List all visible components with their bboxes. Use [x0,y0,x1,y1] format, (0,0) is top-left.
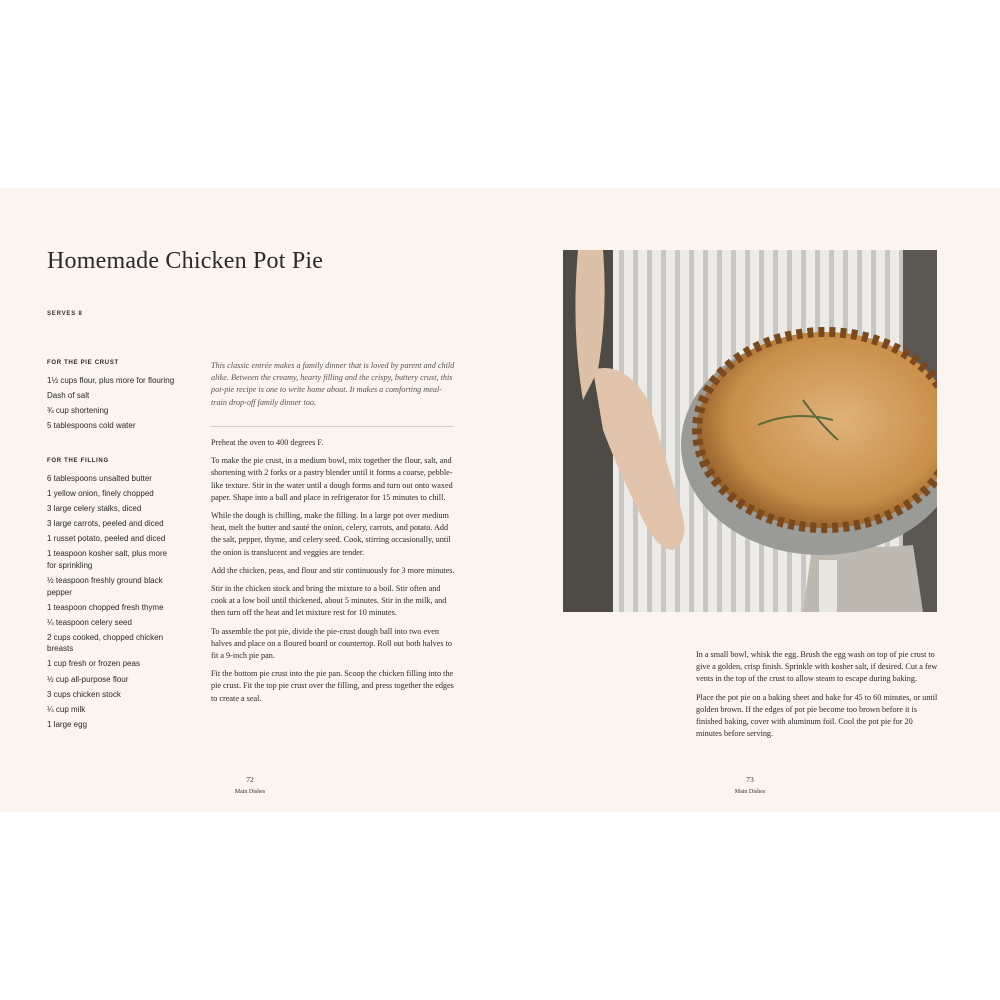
method-step: In a small bowl, whisk the egg. Brush the egg wash on top of pie crust to give a golden, crisp finish. Sprinkle with kosher salt, if desired. Cut a few vents in the top of the crust to allow steam to escape during baking. [696,650,938,684]
section-name: Main Dishes [234,789,266,795]
page-number: 72 [246,775,254,784]
filling-heading: FOR THE FILLING [47,458,109,464]
list-item: 1 large egg [47,719,88,729]
list-item: 1 teaspoon chopped fresh thyme [47,602,164,612]
list-item: 1½ cups flour, plus more for flouring [47,376,175,385]
footer-right [710,775,790,795]
method-right [696,649,938,746]
ingredients-crust [47,360,177,435]
serves-label: SERVES 8 [47,311,83,317]
method-left [211,437,456,711]
list-item: 1 yellow onion, finely chopped [47,489,154,499]
method-step: To assemble the pot pie, divide the pie-crust dough ball into two even halves and place on a floured board or countertop. Roll out both halves to fit a 9-inch pie pan. [211,626,453,661]
pot-pie-photo [563,250,937,612]
list-item: 1 cup fresh or frozen peas [47,659,140,669]
list-item: ½ cup all-purpose flour [47,674,129,684]
method-step: Preheat the oven to 400 degrees F. [211,438,324,447]
list-item: 6 tablespoons unsalted butter [47,474,152,483]
book-spread [0,188,1000,812]
method-step: Add the chicken, peas, and flour and stir continuously for 3 more minutes. [211,565,455,575]
recipe-intro: This classic entrée makes a family dinner that is loved by parent and child alike. Between the creamy, hearty filling and the crispy, buttery crust, this pot-pie recipe is one to write home about. It makes a comforting meal-train drop-off family dinner too. [211,361,455,407]
recipe-title: Homemade Chicken Pot Pie [47,248,324,274]
method-step: To make the pie crust, in a medium bowl, mix together the flour, salt, and shortening with 2 forks or a pastry blender until it forms a coarse, pebble-like texture. Stir in the water until a dough forms and turn out onto waxed paper. Shape into a ball and place in refrigerator for 15 minutes to chill. [211,456,453,502]
method-step: Fit the bottom pie crust into the pie pan. Scoop the chicken filling into the pie crust. Fit the top pie crust over the filling, and press together the edges to create a seal. [211,669,454,703]
crust-heading: FOR THE PIE CRUST [47,360,119,366]
list-item: ¼ teaspoon celery seed [47,617,132,627]
crust-list [47,375,177,432]
list-item: Dash of salt [47,391,90,401]
method-step: Place the pot pie on a baking sheet and bake for 45 to 60 minutes, or until golden brown. If the edges of pot pie become too brown before it is finished baking, cover with aluminum foil. Cool the pot pie for 20 minutes before serving. [696,692,938,739]
method-step: Stir in the chicken stock and bring the mixture to a boil. Stir often and cook at a low boil until thickened, about 5 minutes. Stir in the milk, and then turn off the heat and let mixture rest for 10 minutes. [211,584,447,618]
list-item: 5 tablespoons cold water [47,421,136,431]
ingredients-filling [47,458,177,734]
list-item: 3 large carrots, peeled and diced [47,519,164,529]
list-item: 1 russet potato, peeled and diced [47,534,166,544]
filling-list [47,473,177,730]
list-item: ½ teaspoon freshly ground black pepper [47,576,163,597]
list-item: 2 cups cooked, chopped chicken breasts [47,632,164,654]
list-item: 3 large celery stalks, diced [47,504,142,514]
footer-left [210,775,290,795]
list-item: 1 teaspoon kosher salt, plus more for sprinkling [47,549,168,570]
list-item: ¼ cup milk [47,704,86,714]
list-item: ¾ cup shortening [47,406,109,416]
section-name: Main Dishes [734,789,766,795]
page-number: 73 [746,775,754,784]
method-step: While the dough is chilling, make the filling. In a large pot over medium heat, melt the butter and sauté the onion, celery, carrots, and potato. Add the salt, pepper, thyme, and celery seed. Cook, stirring occasionally, until the onion is translucent and veggies are tender. [211,511,451,557]
divider [211,426,453,427]
list-item: 3 cups chicken stock [47,689,121,699]
